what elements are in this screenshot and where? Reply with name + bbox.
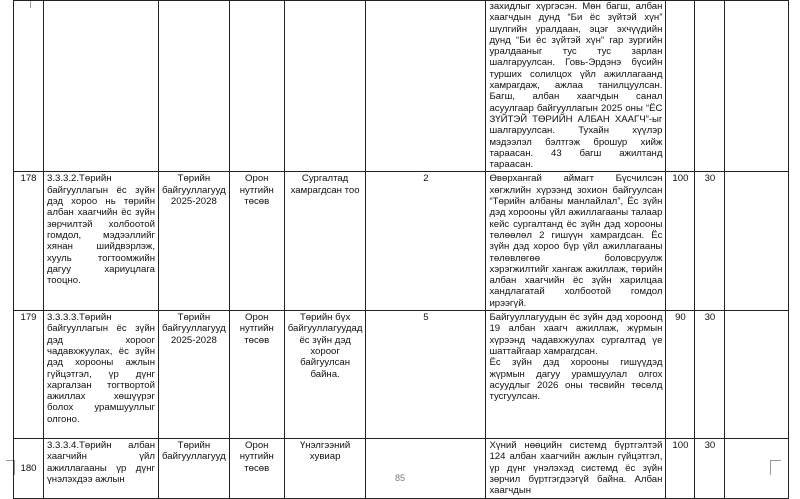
- row-number: 180: [14, 439, 44, 498]
- plan-table: [13, 0, 789, 499]
- table-row: [14, 439, 789, 498]
- description-cell: захидлыг хүргэсэн. Мөн багш, албан хаагчдын дунд “Би ёс зүйтэй хүн” шүлгийн уралдаан, эцэг эхчүүдийн дунд “Би ёс зүйтэй хүн” гар зургийн уралдааныг тус тус зарлан шалгаруулсан. Говь-Эрдэнэ бүсийн турших солилцох үйл ажиллагаанд хамрагдаж, ажлаа танилцуулсан. Багш, албан хаагчдын санал асуулгаар байгууллагын 2025 оны “ЁС ЗҮЙТЭЙ ТӨРИЙН АЛБАН ХААГЧ”-ыг шалгаруулсан. Тухайн хүүлэр мэдээлэл бэлтгэж брошур хийж тараасан. 43 багш ажилтанд тараасан.: [486, 1, 666, 172]
- funding-cell: Орон нутгийн төсөв: [229, 439, 284, 498]
- weight-cell: 30: [695, 439, 725, 498]
- indicator-cell: Төрийн бүх байгууллагуудад ёс зүйн дэд хороог байгуулсан байна.: [284, 311, 366, 439]
- remark-cell: [725, 1, 789, 172]
- responsible-cell: Төрийн байгууллагууд: [159, 439, 230, 498]
- weight-cell: 30: [695, 172, 725, 311]
- target-cell: [366, 439, 486, 498]
- activity-cell: [44, 1, 159, 172]
- table-row: [14, 311, 789, 439]
- responsible-cell: Төрийн байгууллагууд 2025-2028: [159, 311, 230, 439]
- table-row: [14, 1, 789, 172]
- funding-cell: Орон нутгийн төсөв: [229, 311, 284, 439]
- score-cell: 90: [666, 311, 695, 439]
- description-cell: Байгууллагуудын ёс зүйн дэд хороонд 19 албан хаагч ажиллаж, жүрмын хүрээнд чадавхжуулах сургалтад үе шаттайгаар хамрагдсан. Ёс зүйн дэд хорооны гишүүдэд жүрмын дагуу урамшуулал олгох асуудлыг 2026 оны төсвийн төсөлд тусгуулсан.: [486, 311, 666, 439]
- row-number: 179: [14, 311, 44, 439]
- funding-cell: Орон нутгийн төсөв: [229, 172, 284, 311]
- score-cell: 100: [666, 172, 695, 311]
- weight-cell: 30: [695, 311, 725, 439]
- indicator-cell: Сургалтад хамрагдсан тоо: [284, 172, 366, 311]
- activity-cell: 3.3.3.4.Төрийн албан хаагчийн үйл ажиллагааны үр дүнг үнэлэхдээ ажлын: [44, 439, 159, 498]
- target-cell: 5: [366, 311, 486, 439]
- indicator-cell: Үнэлгээний хувиар: [284, 439, 366, 498]
- score-cell: [666, 1, 695, 172]
- remark-cell: [725, 439, 789, 498]
- page-number: 85: [394, 473, 405, 483]
- weight-cell: [695, 1, 725, 172]
- description-cell: Хүний нөөцийн системд бүртгэлтэй 124 албан хаагчийн ажлын гүйцэтгэл, үр дүнг үнэлэхэд системд ёс зүйн зөрчил бүртгэгдээгүй байна. Албан хаагчдын: [486, 439, 666, 498]
- remark-cell: [725, 172, 789, 311]
- target-cell: [366, 1, 486, 172]
- activity-cell: 3.3.3.2.Төрийн байгууллагын ёс зүйн дэд хороо нь төрийн албан хаагчийн ёс зүйн зөрчилтэй холбоотой гомдол, мэдээллийг хянан шийдвэрлэж, хууль тогтоомжийн дагуу хариуцлага тооцно.: [44, 172, 159, 311]
- table-row: [14, 172, 789, 311]
- row-number: 178: [14, 172, 44, 311]
- remark-cell: [725, 311, 789, 439]
- responsible-cell: Төрийн байгууллагууд 2025-2028: [159, 172, 230, 311]
- target-cell: 2: [366, 172, 486, 311]
- activity-cell: 3.3.3.3.Төрийн байгууллагын ёс зүйн дэд хороог чадавхжуулах, ёс зүйн дэд хорооны ажлын гүйцэтгэл, үр дүнг харгалзан тогтвортой ажиллах хөшүүрэг болох урамшууллыг олгоно.: [44, 311, 159, 439]
- score-cell: 100: [666, 439, 695, 498]
- row-number: [14, 1, 44, 172]
- indicator-cell: [284, 1, 366, 172]
- funding-cell: [229, 1, 284, 172]
- description-cell: Өвөрхангай аймагт Бүсчилсэн хөгжлийн хүрээнд зохион байгуулсан “Төрийн албаны манлайлал”, Ёс зүйн дэд хорооны үйл ажиллагааны талаар кейс сургалтанд ёс зүйн дэд хорооны төлөөлөл 2 гишүүн хамрагдсан. Ёс зүйн дэд хороо бүр үйл ажиллагааны төлөвлөгөө боловсруулж хэрэгжилтийг хангаж ажиллаж, төрийн албан хаагчийн ёс зүйн харилцаа хандлагатай холбоотой гомдол ирээгүй.: [486, 172, 666, 311]
- responsible-cell: [159, 1, 230, 172]
